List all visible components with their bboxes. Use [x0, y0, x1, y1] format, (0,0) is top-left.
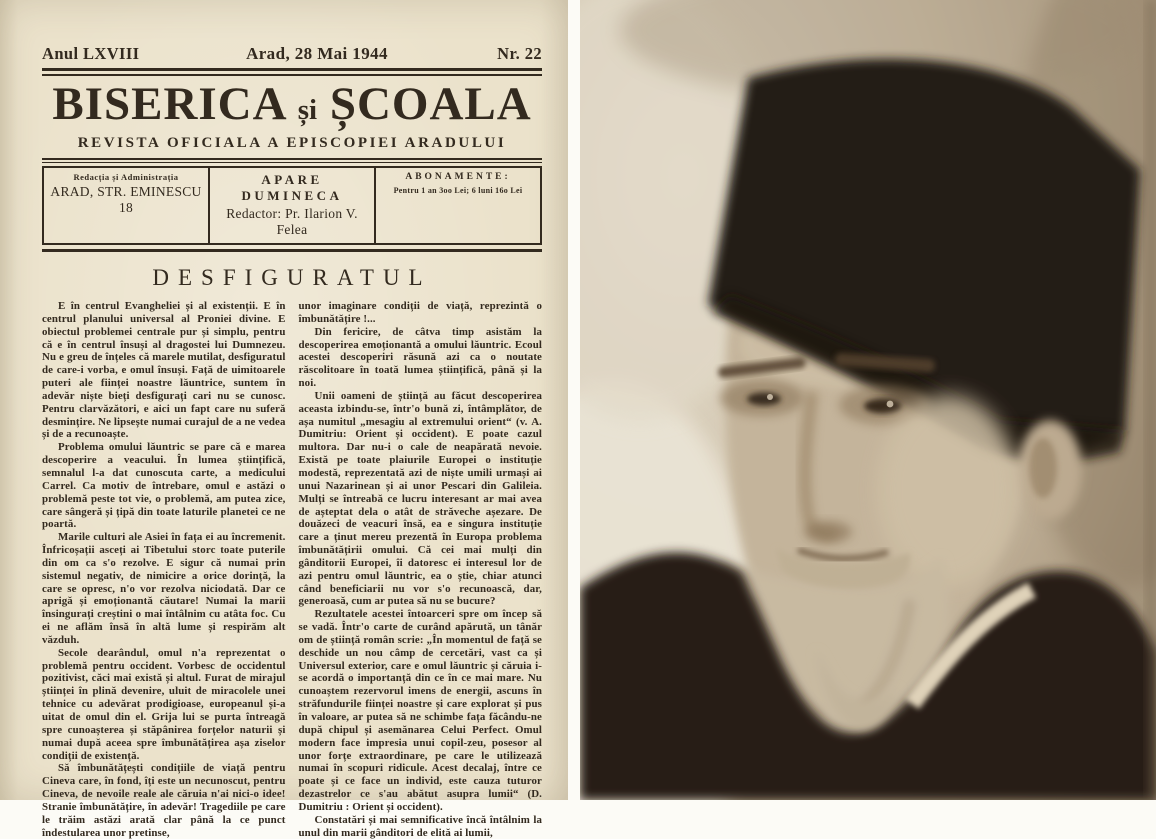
article-paragraph: Constatări și mai semnificative încă întâlnim la unul din marii gânditori de elită ai lumii,	[298, 813, 542, 839]
article-column-right	[299, 300, 543, 839]
infobox-subscription-cell	[374, 168, 540, 243]
issue-number: Nr. 22	[497, 44, 542, 63]
infobox-editor-cell	[208, 168, 374, 243]
article-paragraph: Să îmbunătățești condițiile de viață pentru Cineva care, în fond, îți este un necunoscut, pentru Cineva, de nevoile reale ale căruia n'ai nici-o idee! Stranie îmbunătățire, în adevăr! Tragediile pe care le trăim astăzi arată clar până la ce punct îndestularea unor pretinse,	[42, 762, 286, 839]
issue-line	[42, 44, 542, 64]
article-title: DESFIGURATUL	[152, 265, 432, 290]
subscription-rates: Pentru 1 an 3oo Lei; 6 luni 16o Lei	[393, 186, 523, 195]
title-word-biserica: BISERICA	[52, 78, 285, 130]
portrait-photo-illustration	[580, 0, 1156, 800]
title-word-scoala: ȘCOALA	[329, 78, 532, 130]
double-rule-top	[42, 68, 542, 76]
article-paragraph: Secole dearândul, omul n'a reprezentat o problemă pentru occident. Vorbesc de occidentul pozitivist, căci mai există și altul. Furat de mirajul științei în plină devenire, uluit de miracolele unei tehnice cu adevărat prodigioase, europeanul și-a uitat de omul din el. Grija lui se purta întreagă spre cunoașterea și stăpânirea forțelor naturii și numai după aceea spre îmbunătățirea așa ziselor condiții de existență.	[42, 646, 286, 762]
volume-label: Anul LXVIII	[42, 44, 140, 63]
newspaper-title	[42, 78, 542, 132]
article-paragraph: Rezultatele acestei întoarceri spre om încep să se vadă. Într'o carte de curând apărută, un tânăr om de știință român scrie: „În momentul de față se deschide un nou câmp de cercetări, vast ca și Universul exterior, care e omul lăuntric și căruia i-se acordă o importanță din ce în ce mai mare. Nu cunoaștem rezervorul imens de energii, ascuns în străfundurile ființei noastre și care explorat și pus în valoare, ar putea să ne schimbe fața făcându-ne după chipul și asemănarea Celui Perfect. Omul modern face impresia unui copil-zeu, posesor al unor forțe extraordinare, pe care le utilizează numai în scopuri ridicule. Acest decalaj, între ce poate și ce face un individ, este cauza tuturor dezastrelor ce s'au abătut asupra lumii“ (D. Dumitriu : Orient și occident).	[298, 608, 542, 813]
address-label: Redacția și Administrația	[73, 172, 179, 182]
rule-below-infobox	[42, 249, 542, 252]
subscription-label: ABONAMENTE:	[405, 172, 511, 182]
double-rule-mid	[42, 158, 542, 163]
article-paragraph: Din fericire, de câtva timp asistăm la descoperirea emoționantă a omului lăuntric. Ecoul acestei descoperiri răsună azi ca o noutate răscolitoare în toată lumea științifică, până și la noi.	[298, 325, 542, 390]
newspaper-subtitle: REVISTA OFICIALA A EPISCOPIEI ARADULUI	[77, 135, 507, 151]
portrait-photo	[580, 0, 1156, 800]
article-column-left	[42, 300, 286, 839]
title-word-si: și	[297, 94, 318, 126]
masthead	[42, 44, 542, 252]
article-paragraph: Marile culturi ale Asiei în fața ei au încremenit. Înfricoșații asceți ai Tibetului storc toate puterile din om ca s'o rezolve. E sigur că numai prin sistemul negativ, de nimicire a orice dorință, la care se opresc, n'o vor rezolva niciodată. Dar ce aprigă și emoționantă căutare! Numai la marii însingurați creștini o mai întâlnim cu atâta foc. Cu ei ne aflăm însă în altă lume și respirăm alt văzduh.	[42, 531, 286, 646]
article-paragraph: unor imaginare condiții de viață, reprezintă o îmbunătățire !...	[298, 300, 542, 325]
infobox-address-cell	[44, 168, 208, 243]
article-body	[42, 300, 542, 839]
article-paragraph: Unii oameni de știință au făcut descoperirea aceasta izbindu-se, într'o bună zi, întâmplător, de așa numitul „mesagiu al extremului orient“ (v. A. Dumitriu: Orient și occident). E poate cazul multora. Dar nu-i o cale de neapărată nevoie. Există pe toate plaiurile Europei o instituție modestă, reprezentată azi de niște umili urmași ai unui Nazarinean și ai unor Pescari din Galileia. Mulți se întreabă ce lucru interesant ar mai avea de așteptat dela o atât de străveche așezare. De douăzeci de veacuri însă, ea e singura instituție care a ținut mereu prezentă în Europa problema îmbunătățirii omului. Că cei mai mulți din gânditorii Europei, îi datoresc ei interesul lor de azi pentru omul lăuntric, ea o știe, chiar atunci când beneficiarii nu vor s'o recunoască, dar, generoasă, cum ar putea să nu se bucure?	[298, 389, 542, 608]
editor-name: Redactor: Pr. Ilarion V. Felea	[226, 206, 358, 237]
article-paragraph: Problema omului lăuntric se pare că e marea descoperire a veacului. În lumea științifică, semnalul l-a dat cunoscuta carte, a medicului Carrel. Ca motiv de întrebare, omul e astăzi o problemă peste tot vie, o problemă, am putea zice, care sângeră și țipă din toate laturile planetei ce ne poartă.	[42, 441, 286, 531]
masthead-infobox	[42, 166, 542, 245]
address-value: ARAD, STR. EMINESCU 18	[50, 184, 202, 215]
dateline: Arad, 28 Mai 1944	[246, 44, 388, 63]
newspaper-page	[0, 0, 568, 839]
frequency-label: APARE DUMINECA	[241, 172, 343, 203]
article-paragraph: E în centrul Evangheliei și al existenții. E în centrul planului universal al Proniei divine. E obiectul problemei centrale pur și simplu, pentru că e în centrul însuși al dragostei lui Dumnezeu. Nu e greu de înțeles că marele mutilat, desfiguratul de care-i vorba, e omul însuși. Față de uimitoarele puteri ale ființei noastre lăuntrice, suntem în adevăr niște bieți desfigurați cari nu se cunosc. Pentru clarvăzători, e aici un fapt care nu suferă desmințire. Ne lipsește numai curajul de a ne vedea și de a recunoaște.	[42, 300, 286, 441]
